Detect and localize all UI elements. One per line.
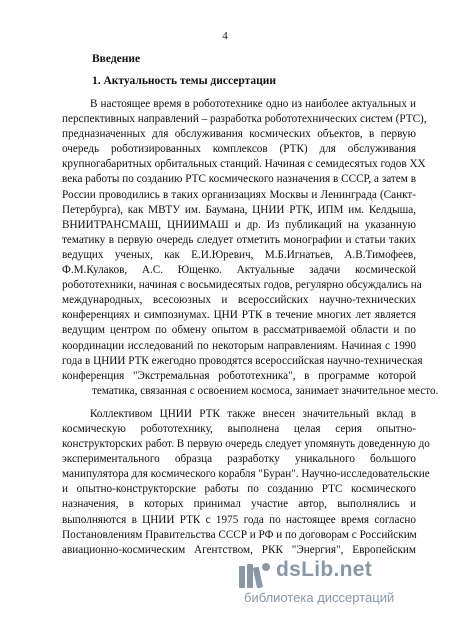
text-line: международных, всесоюзных и всероссийских научно-технических (62, 294, 416, 307)
text-line: очередь роботизированных комплексов (РТК) для обслуживания (62, 143, 416, 156)
text-line: тематика, связанная с освоением космоса, занимает значительное место. (92, 384, 439, 397)
text-line: перспективных направлений – разработка робототехнических систем (РТС), (62, 113, 427, 126)
text-line: России проводились в таких организациях Москвы и Ленинграда (Санкт- (62, 188, 416, 201)
text-line: Петербурга), как МВТУ им. Баумана, ЦНИИ РТК, ИПМ им. Келдыша, (62, 203, 416, 216)
text-line: выполняются в ЦНИИ РТК с 1975 года по настоящее время согласно (62, 513, 416, 526)
text-line: манипулятора для космического корабля "Буран". Научно-исследовательские (62, 468, 430, 481)
text-line: конференция "Экстремальная робототехника", в программе которой (62, 369, 416, 382)
text-line: В настоящее время в робототехнике одно из наиболее актуальных и (90, 98, 416, 110)
text-line: тематику в первую очередь следует отметить монографии и статьи таких (62, 233, 416, 246)
text-line: координации исследований по некоторым направлениям. Начиная с 1990 (62, 339, 416, 352)
dslib-logo-icon (236, 558, 272, 594)
text-line: ведущим центром по обмену опытом в рассматриваемой области и по (62, 324, 416, 337)
text-line: и опытно-конструкторские работы по созданию РТС космического (62, 483, 416, 496)
watermark-site: dsLib.net (276, 558, 373, 581)
text-line: года в ЦНИИ РТК ежегодно проводятся всероссийская научно-техническая (62, 354, 423, 367)
text-line: космическую робототехнику, выполнена целая серия опытно- (62, 422, 416, 435)
text-line: Ф.М.Кулаков, А.С. Ющенко. Актуальные задачи космической (62, 264, 416, 277)
text-line: конференциях и симпозиумах. ЦНИ РТК в течение многих лет является (62, 309, 416, 322)
text-line: века работы по созданию РТС космического назначения в СССР, а затем в (62, 173, 416, 186)
text-line: ведущих ученых, как Е.И.Юревич, М.Б.Игнатьев, А.В.Тимофеев, (62, 248, 416, 261)
body-text (62, 97, 439, 558)
text-line: ВНИИТРАНСМАШ, ЦНИИМАШ и др. Из публикаций на указанную (62, 218, 416, 231)
dslib-watermark (236, 556, 436, 608)
text-line: робототехники, начиная с восьмидесятых годов, регулярно обсуждались на (62, 279, 422, 292)
text-line: предназначенных для обслуживания космических объектов, в первую (62, 128, 416, 141)
text-line: Постановлениям Правительства СССР и РФ и по договорам с Российским (62, 528, 417, 541)
text-line: конструкторских работ. В первую очередь следует упомянуть доведенную до (62, 438, 430, 451)
text-line: авиационно-космическим Агентством, РКК "Энергия", Европейским (62, 543, 416, 556)
intro-heading: Введение (92, 53, 141, 65)
watermark-caption: библиотека диссертаций (244, 590, 395, 605)
text-line: Коллективом ЦНИИ РТК также внесен значительный вклад в (90, 407, 416, 420)
paragraph-gap (62, 399, 416, 407)
text-line: крупногабаритных орбитальных станций. Начиная с семидесятых годов XX (62, 158, 426, 171)
page-number: 4 (222, 30, 228, 42)
section-heading: 1. Актуальность темы диссертации (92, 75, 276, 87)
text-line: экспериментального образца разработку уникального большого (62, 453, 416, 466)
text-line: назначения, в которых принимал участие автор, выполнялись и (62, 498, 416, 511)
